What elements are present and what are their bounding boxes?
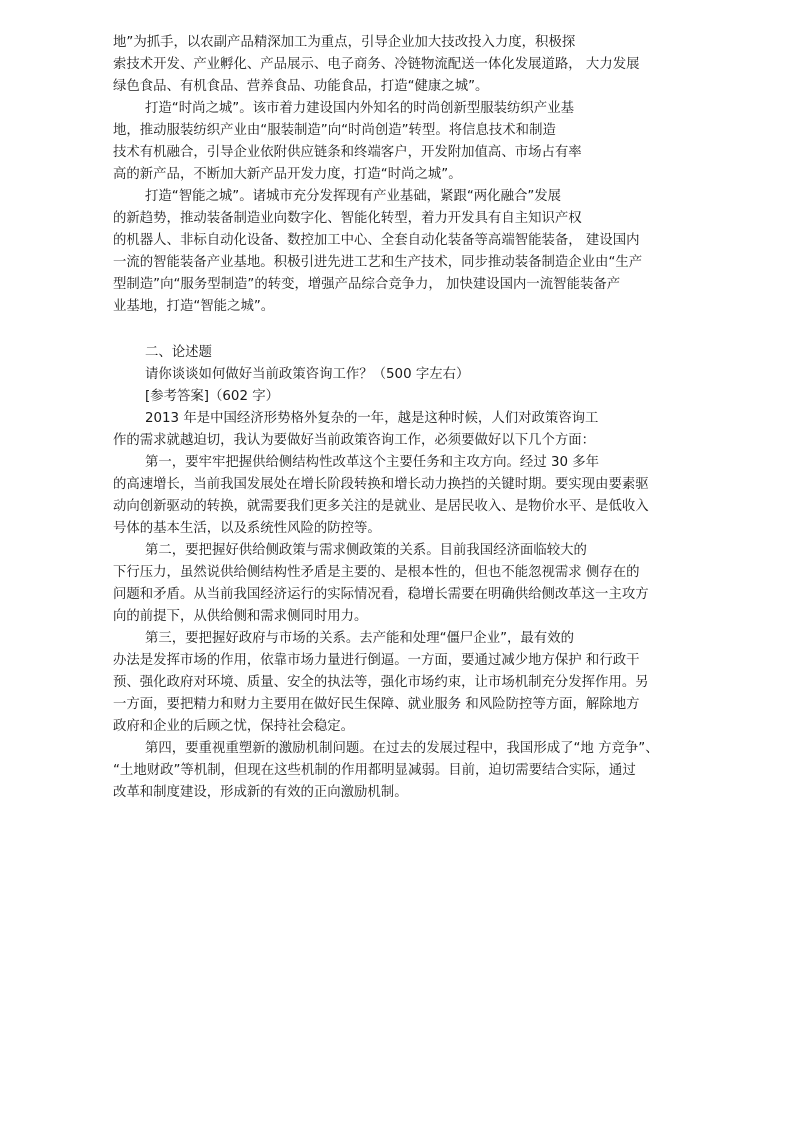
- text-line: 作的需求就越迫切，我认为要做好当前政策咨询工作，必须要做好以下几个方面：: [113, 433, 596, 448]
- text-line: 业基地，打造“智能之城”。: [113, 299, 275, 314]
- text-line: 绿色食品、有机食品、营养食品、功能食品，打造“健康之城”。: [113, 79, 489, 94]
- text-line: 一方面，要把精力和财力主要用在做好民生保障、就业服务 和风险防控等方面，解除地方: [113, 697, 640, 712]
- text-line: 预、强化政府对环境、质量、安全的执法等，强化市场约束，让市场机制充分发挥作用。另: [113, 675, 649, 690]
- text-line: 索技术开发、产业孵化、产品展示、电子商务、冷链物流配送一体化发展道路， 大力发展: [113, 57, 640, 72]
- text-line: 型制造”向“服务型制造”的转变，增强产品综合竞争力， 加快建设国内一流智能装备产: [113, 277, 621, 292]
- text-line: 下行压力，虽然说供给侧结构性矛盾是主要的、是根本性的，但也不能忽视需求 侧存在的: [113, 565, 640, 580]
- section-heading: 二、论述题: [145, 345, 212, 360]
- text-line: 技术有机融合，引导企业依附供应链条和终端客户，开发附加值高、市场占有率: [113, 145, 582, 160]
- text-line: 第一，要牢牢把握供给侧结构性改革这个主要任务和主攻方向。经过 30 多年: [145, 455, 600, 470]
- text-line: 2013 年是中国经济形势格外复杂的一年，越是这种时候，人们对政策咨询工: [145, 411, 599, 426]
- question-text: 请你谈谈如何做好当前政策咨询工作？（500 字左右）: [145, 367, 470, 382]
- text-line: 号体的基本生活，以及系统性风险的防控等。: [113, 521, 381, 536]
- text-line: 向的前提下，从供给侧和需求侧同时用力。: [113, 609, 368, 624]
- text-line: 地，推动服装纺织产业由“服装制造”向“时尚创造”转型。将信息技术和制造: [113, 123, 556, 138]
- text-line: 地”为抓手，以农副产品精深加工为重点，引导企业加大技改投入力度，积极探: [113, 35, 576, 50]
- answer-label: [参考答案]（602 字）: [145, 389, 279, 404]
- text-line: 第二，要把握好供给侧政策与需求侧政策的关系。目前我国经济面临较大的: [145, 543, 587, 558]
- text-line: 办法是发挥市场的作用，依靠市场力量进行倒逼。一方面，要通过减少地方保护 和行政干: [113, 653, 640, 668]
- text-line: 的机器人、非标自动化设备、数控加工中心、全套自动化装备等高端智能装备， 建设国内: [113, 233, 640, 248]
- text-line: 一流的智能装备产业基地。积极引进先进工艺和生产技术，同步推动装备制造企业由“生产: [113, 255, 643, 270]
- text-line: 动向创新驱动的转换，就需要我们更多关注的是就业、是居民收入、是物价水平、是低收入: [113, 499, 649, 514]
- text-line: 高的新产品，不断加大新产品开发力度，打造“时尚之城”。: [113, 167, 462, 182]
- text-line: 第四，要重视重塑新的激励机制问题。在过去的发展过程中，我国形成了“地 方竞争”、: [145, 741, 659, 756]
- text-line: 政府和企业的后顾之忧，保持社会稳定。: [113, 719, 355, 734]
- text-line: 打造“时尚之城”。该市着力建设国内外知名的时尚创新型服装纺织产业基: [145, 101, 574, 116]
- text-line: 的高速增长，当前我国发展处在增长阶段转换和增长动力换挡的关键时期。要实现由要素驱: [113, 477, 649, 492]
- text-line: 第三，要把握好政府与市场的关系。去产能和处理“僵尸企业”，最有效的: [145, 631, 574, 646]
- text-line: 问题和矛盾。从当前我国经济运行的实际情况看，稳增长需要在明确供给侧改革这一主攻方: [113, 587, 649, 602]
- text-line: 改革和制度建设，形成新的有效的正向激励机制。: [113, 785, 408, 800]
- text-line: “土地财政”等机制，但现在这些机制的作用都明显减弱。目前，迫切需要结合实际，通过: [113, 763, 636, 778]
- text-line: 打造“智能之城”。诸城市充分发挥现有产业基础，紧跟“两化融合”发展: [145, 189, 562, 204]
- text-line: 的新趋势，推动装备制造业向数字化、智能化转型，着力开发具有自主知识产权: [113, 211, 582, 226]
